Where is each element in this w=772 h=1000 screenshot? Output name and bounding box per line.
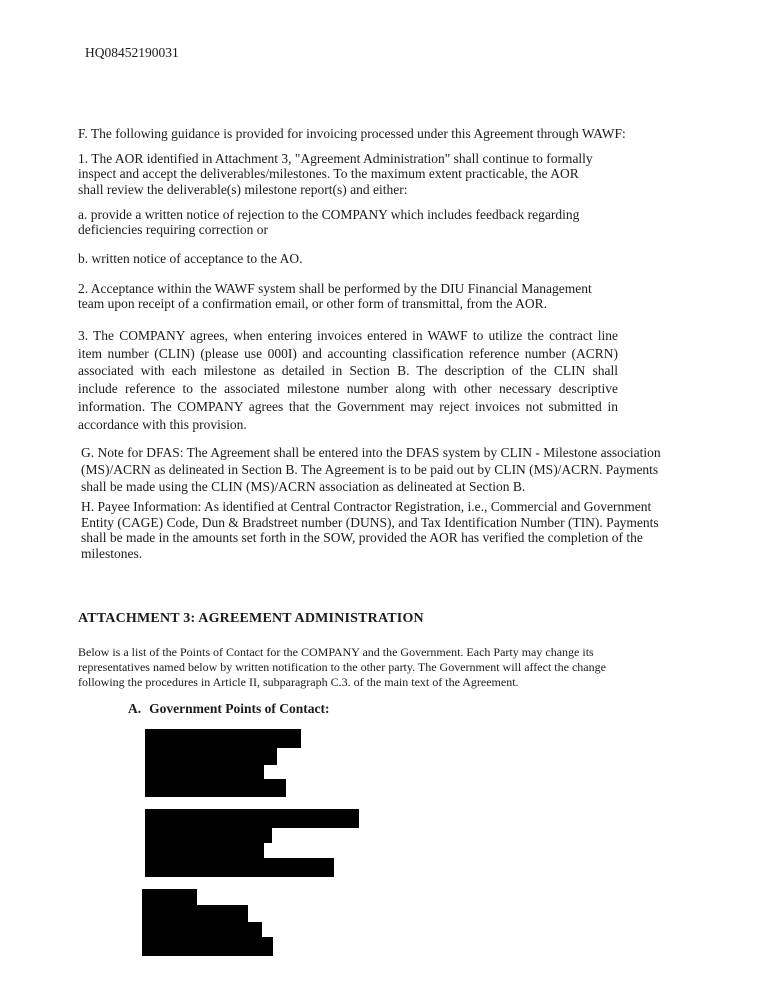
text-line: F. The following guidance is provided for invoicing processed under this Agreement through WAWF: [78,126,626,141]
text-line: (MS)/ACRN as delineated in Section B. The Agreement is to be paid out by CLIN (MS)/ACRN. Payments [81,462,659,478]
attachment-3-title: ATTACHMENT 3: AGREEMENT ADMINISTRATION [78,611,424,626]
paragraph-3 [78,327,618,433]
poc-heading-marker: A. [128,701,142,716]
text-line: inspect and accept the deliverables/milestones. To the maximum extent practicable, the AOR [78,166,579,182]
paragraph-2 [78,281,592,312]
text-line: milestones. [81,545,143,561]
redaction-bar [142,889,197,905]
text-line: following the procedures in Article II, subparagraph C.3. of the main text of the Agreement. [78,675,519,690]
redaction-bar [142,922,262,937]
text-line: accordance with this provision. [78,416,247,432]
poc-heading-label: Government Points of Contact: [149,701,330,716]
text-line: team upon receipt of a confirmation email, or other form of transmittal, from the AOR. [78,296,547,312]
redaction-bar [145,779,286,797]
text-line: G. Note for DFAS: The Agreement shall be entered into the DFAS system by CLIN - Milestone association [81,445,661,460]
text-line: Entity (CAGE) Code, Dun & Bradstreet number (DUNS), and Tax Identification Number (TIN). Payments [81,514,659,530]
text-line: 3. The COMPANY agrees, when entering invoices entered in WAWF to utilize the contract line [78,328,618,343]
text-line: Below is a list of the Points of Contact for the COMPANY and the Government. Each Party may change its [78,645,594,659]
redaction-bar [142,937,273,956]
redaction-bar [142,905,248,922]
text-line: deficiencies requiring correction or [78,222,269,238]
redaction-bar [145,858,334,877]
document-number: HQ08452190031 [85,45,179,60]
text-line: item number (CLIN) (please use 000I) and accounting classification reference number (ACRN) [78,345,618,361]
text-line: include reference to the associated milestone number along with other necessary descriptive [78,381,618,397]
redaction-bar [145,729,301,748]
attachment-intro-paragraph [78,645,606,691]
redaction-bar [145,748,277,765]
text-line: representatives named below by written notification to the other party. The Government will affect the change [78,660,606,675]
paragraph-a [78,207,579,238]
text-line: associated with each milestone as detailed in Section B. The description of the CLIN shall [78,363,618,379]
text-line: a. provide a written notice of rejection to the COMPANY which includes feedback regarding [78,207,580,222]
government-poc-heading [128,701,329,717]
text-line: shall be made in the amounts set forth in the SOW, provided the AOR has verified the completion of the [81,530,643,546]
paragraph-b [78,251,303,266]
paragraph-f [78,126,626,141]
text-line: shall review the deliverable(s) milestone report(s) and either: [78,181,408,197]
paragraph-g [81,444,661,496]
redaction-bar [145,765,264,779]
text-line: information. The COMPANY agrees that the Government may reject invoices not submitted in [78,398,618,414]
text-line: 1. The AOR identified in Attachment 3, "Agreement Administration" shall continue to formally [78,151,593,166]
redaction-bar [145,843,264,858]
text-line: H. Payee Information: As identified at Central Contractor Registration, i.e., Commercial and Government [81,499,652,514]
text-line: b. written notice of acceptance to the AO. [78,251,303,266]
paragraph-h [81,499,659,561]
redaction-bar [145,828,272,843]
text-line: 2. Acceptance within the WAWF system shall be performed by the DIU Financial Management [78,281,592,296]
paragraph-1 [78,151,593,197]
text-line: shall be made using the CLIN (MS)/ACRN association as delineated at Section B. [81,479,526,495]
redaction-bar [145,809,359,828]
